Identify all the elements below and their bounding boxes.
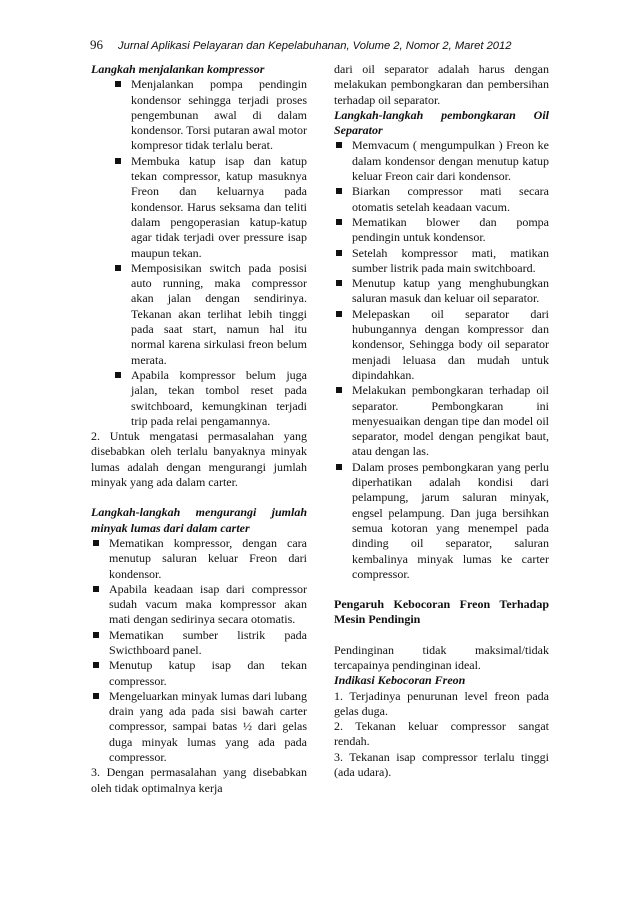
list-item-text: Melakukan pembongkaran terhadap oil separator. Pembongkaran ini menyesuaikan dengan tipe dan model oil separator, model dengan pengikat baut, atau dengan las.	[352, 383, 549, 459]
list-item-text: Mengeluarkan minyak lumas dari lubang drain yang ada pada sisi bawah carter compressor, sampai batas ½ dari gelas duga minyak lumas yang ada pada compressor.	[109, 688, 307, 765]
indikasi-item: 1. Terjadinya penurunan level freon pada gelas duga.	[334, 688, 549, 718]
journal-title: Jurnal Aplikasi Pelayaran dan Kepelabuhanan, Volume 2, Nomor 2, Maret 2012	[118, 40, 512, 52]
square-bullet-icon	[336, 387, 342, 393]
list-item	[334, 276, 549, 307]
square-bullet-icon	[93, 632, 99, 638]
section-heading-indikasi: Indikasi Kebocoran Freon	[334, 673, 466, 688]
list-item-text: Mematikan blower dan pompa pendingin untuk kondensor.	[352, 214, 549, 245]
square-bullet-icon	[336, 142, 342, 148]
running-header	[90, 38, 560, 53]
square-bullet-icon	[336, 464, 342, 470]
list-item-text: Mematikan sumber listrik pada Swicthboard panel.	[109, 627, 307, 657]
square-bullet-icon	[115, 81, 121, 87]
square-bullet-icon	[115, 372, 121, 378]
list-item	[91, 261, 307, 368]
list-item	[91, 689, 307, 765]
list-item-text: Mematikan kompressor, dengan cara menutup saluran keluar Freon dari kondensor.	[109, 535, 307, 581]
list-item	[91, 154, 307, 261]
list-item-text: Melepaskan oil separator dari hubungannya dengan kompressor dan kondensor, Sehingga body oil separator menjadi leluasa dan mudah untuk dipindahkan.	[352, 306, 549, 382]
paragraph-continued: dari oil separator adalah harus dengan melakukan pembongkaran dan pembersihan terhadap oil separator.	[334, 62, 549, 107]
paragraph-3: 3. Dengan permasalahan yang disebabkan oleh tidak optimalnya kerja	[91, 765, 307, 795]
steps-list-mengurangi	[91, 536, 307, 765]
steps-list-menjalankan	[91, 77, 307, 429]
list-item-text: Menutup katup yang menghubungkan saluran masuk dan keluar oil separator.	[352, 276, 549, 306]
list-item-text: Menjalankan pompa pendingin kondensor sehingga terjadi proses pengembunan awal di dalam kondensor. Torsi putaran awal motor kompresor tidak terlalu berat.	[131, 77, 307, 153]
list-item	[334, 215, 549, 246]
square-bullet-icon	[115, 265, 121, 271]
section-heading-pengaruh-kebocoran: Pengaruh Kebocoran Freon Terhadap Mesin Pendingin	[334, 597, 549, 627]
list-item	[334, 383, 549, 459]
indikasi-item: 2. Tekanan keluar compressor sangat rendah.	[334, 719, 549, 749]
square-bullet-icon	[115, 158, 121, 164]
list-item	[91, 368, 307, 429]
list-item	[334, 138, 549, 184]
section-heading-pembongkaran: Langkah-langkah pembongkaran Oil Separator	[334, 107, 549, 138]
square-bullet-icon	[93, 540, 99, 546]
square-bullet-icon	[336, 250, 342, 256]
list-item	[91, 582, 307, 628]
right-column	[334, 62, 549, 780]
page-number: 96	[90, 37, 103, 52]
square-bullet-icon	[336, 311, 342, 317]
list-item	[334, 307, 549, 383]
left-column	[91, 62, 307, 796]
list-item	[91, 77, 307, 153]
square-bullet-icon	[336, 188, 342, 194]
list-item-text: Apabila kompressor belum juga jalan, tekan tombol reset pada switchboard, kemungkinan terjadi trip pada relai pengamannya.	[131, 367, 307, 428]
list-item	[91, 658, 307, 689]
indikasi-item: 3. Tekanan isap compressor terlalu tinggi (ada udara).	[334, 749, 549, 780]
square-bullet-icon	[336, 280, 342, 286]
list-item-text: Dalam proses pembongkaran yang perlu diperhatikan adalah kondisi dari pelampung, jarum saluran minyak, engsel pelampung. Dan juga bersihkan semua kotoran yang menempel pada dinding oil separator, saluran kembalinya minyak lumas ke carter compressor.	[352, 459, 549, 581]
section-heading-mengurangi-minyak: Langkah-langkah mengurangi jumlah minyak lumas dari dalam carter	[91, 505, 307, 535]
list-item	[91, 536, 307, 582]
list-item-text: Biarkan compressor mati secara otomatis setelah keadaan vacum.	[352, 184, 549, 214]
list-item-text: Memposisikan switch pada posisi auto running, maka compressor akan jalan dengan sendirinya. Tekanan akan terlihat lebih tinggi pada saat start, namun hal itu normal karena sirkulasi freon belum merata.	[131, 260, 307, 367]
list-item	[334, 460, 549, 582]
square-bullet-icon	[93, 662, 99, 668]
list-item-text: Membuka katup isap dan katup tekan compressor, katup masuknya Freon dan keluarnya pada kondensor. Harus seksama dan teliti dalam pengoperasian katup-katup agar tidak terjadi over pressure isap maupun tekan.	[131, 153, 307, 260]
paragraph-4: Pendinginan tidak maksimal/tidak tercapainya pendinginan ideal.	[334, 642, 549, 672]
steps-list-pembongkaran	[334, 138, 549, 582]
section-heading-langkah-menjalankan: Langkah menjalankan kompressor	[91, 62, 265, 76]
paragraph-2: 2. Untuk mengatasi permasalahan yang disebabkan oleh terlalu banyaknya minyak lumas adalah dengan mengurangi jumlah minyak yang ada dalam carter.	[91, 429, 307, 490]
square-bullet-icon	[93, 586, 99, 592]
list-item-text: Apabila keadaan isap dari compressor sudah vacum maka kompressor akan mati dengan sedirinya secara otomatis.	[109, 581, 307, 627]
list-item-text: Memvacum ( mengumpulkan ) Freon ke dalam kondensor dengan menutup katup keluar Freon cair dari kondensor.	[352, 138, 549, 184]
list-item-text: Menutup katup isap dan tekan compressor.	[109, 658, 307, 688]
square-bullet-icon	[336, 219, 342, 225]
list-item	[91, 628, 307, 659]
list-item	[334, 246, 549, 277]
list-item	[334, 184, 549, 215]
list-item-text: Setelah kompressor mati, matikan sumber listrik pada main switchboard.	[352, 245, 549, 275]
square-bullet-icon	[93, 693, 99, 699]
